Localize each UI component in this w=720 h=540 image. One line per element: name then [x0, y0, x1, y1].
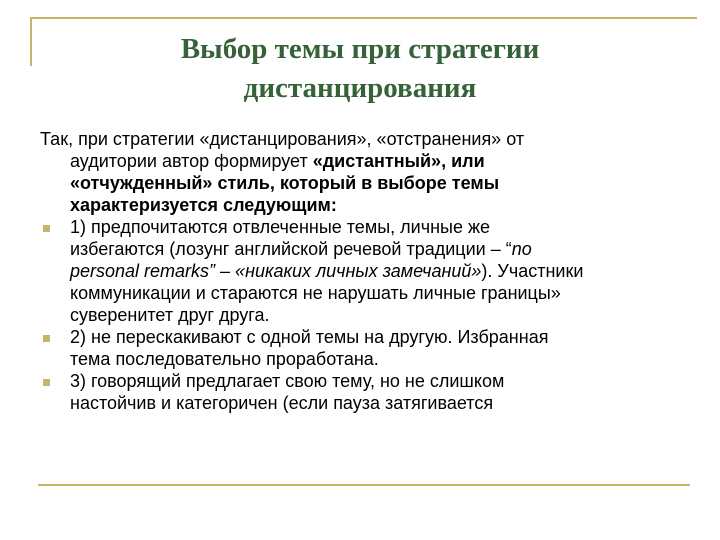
item-2-line-1	[40, 326, 700, 348]
item-1-line-2-text: избегаются (лозунг английской речевой традиции – “	[70, 239, 512, 259]
item-2-line-2: тема последовательно проработана.	[70, 349, 379, 369]
item-1-line-2	[40, 238, 700, 260]
item-1-line-2-italic: no	[511, 239, 532, 259]
item-1-line-1-text: 1) предпочитаются отвлеченные темы, личные же	[70, 217, 491, 237]
list-item-3	[40, 370, 700, 414]
title-line-2: дистанцирования	[243, 72, 477, 104]
item-1-line-3	[40, 260, 700, 282]
slide-title	[0, 30, 720, 108]
intro-line-2-text: аудитории автор формирует	[70, 151, 313, 171]
item-1-line-4: коммуникации и стараются не нарушать личные границы»	[70, 283, 561, 303]
list-item-2	[40, 326, 700, 370]
item-1-line-1	[40, 216, 700, 238]
item-1-line-3-text: ). Участники	[481, 261, 584, 281]
square-bullet-icon	[43, 379, 50, 386]
top-divider	[30, 17, 697, 19]
intro-line-3-bold: «отчужденный» стиль, который в выборе темы	[70, 173, 500, 193]
bottom-divider	[38, 484, 690, 486]
item-3-line-2: настойчив и категоричен (если пауза затягивается	[70, 393, 494, 413]
title-line-1: Выбор темы при стратегии	[180, 33, 540, 65]
intro-line-2	[40, 150, 700, 172]
item-2-line-1-text: 2) не перескакивают с одной темы на другую. Избранная	[70, 327, 549, 347]
square-bullet-icon	[43, 335, 50, 342]
intro-paragraph	[40, 128, 700, 216]
square-bullet-icon	[43, 225, 50, 232]
item-3-line-1-text: 3) говорящий предлагает свою тему, но не слишком	[70, 371, 505, 391]
intro-line-1: Так, при стратегии «дистанцирования», «отстранения» от	[40, 129, 525, 149]
slide-body	[40, 128, 700, 414]
list-item-1	[40, 216, 700, 326]
intro-line-2-bold: «дистантный», или	[312, 151, 485, 171]
item-1-line-3-italic: personal remarks” – «никаких личных замечаний»	[70, 261, 482, 281]
item-3-line-1	[40, 370, 700, 392]
intro-line-4	[40, 194, 700, 216]
item-1-line-5: суверенитет друг друга.	[70, 305, 270, 325]
intro-line-3	[40, 172, 700, 194]
intro-line-4-bold: характеризуется следующим:	[70, 195, 337, 215]
